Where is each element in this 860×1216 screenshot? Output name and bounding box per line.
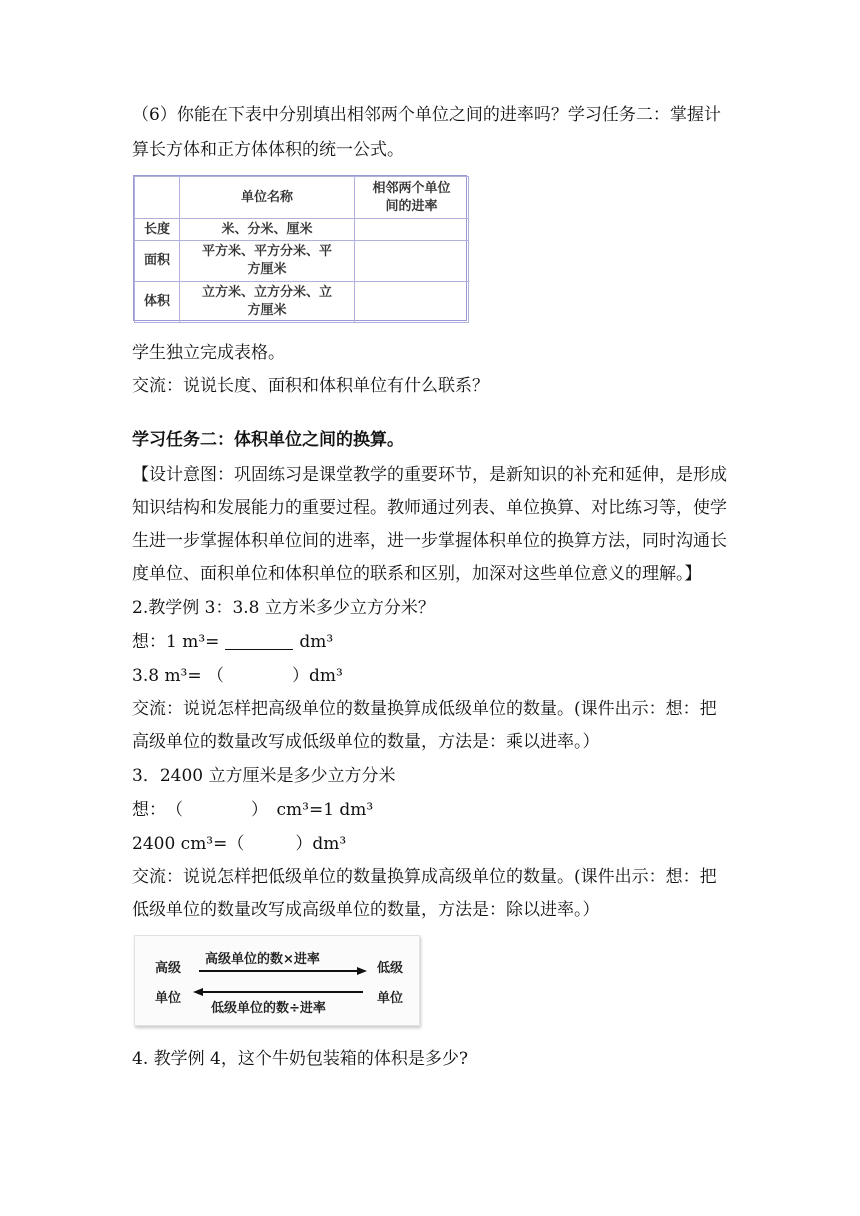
row-label-area: 面积 bbox=[135, 241, 180, 282]
table-header-rate: 相邻两个单位 间的进率 bbox=[355, 177, 469, 219]
diagram-bottom-label: 低级单位的数÷进率 bbox=[211, 1001, 326, 1016]
example3-exchange-1: 交流：说说怎样把高级单位的数量换算成低级单位的数量。(课件出示：想：把 bbox=[132, 699, 717, 719]
question3-exchange-2: 低级单位的数量改写成高级单位的数量，方法是：除以进率。） bbox=[132, 900, 600, 920]
question3-calc: 2400 cm³=（ ）dm³ bbox=[132, 834, 347, 854]
diagram-left-top: 高级 bbox=[155, 961, 182, 976]
example3-think-unit: dm³ bbox=[299, 632, 334, 652]
task2-heading: 学习任务二：体积单位之间的换算。 bbox=[132, 430, 404, 450]
question3-title: 3．2400 立方厘米是多少立方分米 bbox=[132, 766, 396, 786]
design-intent-line-3: 生进一步掌握体积单位间的进率，进一步掌握体积单位的换算方法，同时沟通长 bbox=[132, 531, 727, 551]
example3-calc: 3.8 m³= （ ）dm³ bbox=[132, 666, 343, 686]
exchange-text-1: 交流：说说长度、面积和体积单位有什么联系？ bbox=[132, 376, 489, 396]
arrow-right-icon bbox=[199, 967, 367, 975]
example3-think bbox=[132, 628, 732, 656]
answer-blank[interactable] bbox=[225, 631, 293, 650]
arrow-left-icon bbox=[193, 988, 363, 996]
design-intent-line-2: 知识结构和发展能力的重要过程。教师通过列表、单位换算、对比练习等，使学 bbox=[132, 498, 727, 518]
table-row bbox=[135, 219, 469, 241]
intro-line-2: 算长方体和正方体体积的统一公式。 bbox=[132, 140, 404, 160]
complete-table-text: 学生独立完成表格。 bbox=[132, 343, 285, 363]
example3-title: 2.教学例 3：3.8 立方米多少立方分米？ bbox=[132, 598, 435, 618]
row-label-volume: 体积 bbox=[135, 282, 180, 323]
table-header-unit-name: 单位名称 bbox=[180, 177, 355, 219]
design-intent-line-4: 度单位、面积单位和体积单位的联系和区别，加深对这些单位意义的理解。】 bbox=[132, 564, 702, 584]
table-header-blank bbox=[135, 177, 180, 219]
example3-exchange-2: 高级单位的数量改写成低级单位的数量，方法是：乘以进率。） bbox=[132, 732, 600, 752]
unit-rate-table bbox=[133, 175, 467, 321]
table-row bbox=[135, 282, 469, 323]
row-units-volume: 立方米、立方分米、立 方厘米 bbox=[180, 282, 355, 323]
row-label-length: 长度 bbox=[135, 219, 180, 241]
question3-think: 想： （ ） cm³=1 dm³ bbox=[132, 800, 374, 820]
diagram-right-top: 低级 bbox=[377, 961, 404, 976]
diagram-left-bottom: 单位 bbox=[155, 991, 182, 1006]
row-rate-volume bbox=[355, 282, 469, 323]
diagram-top-label: 高级单位的数×进率 bbox=[205, 952, 320, 967]
row-rate-length bbox=[355, 219, 469, 241]
example3-think-prefix: 想：1 m³= bbox=[132, 632, 220, 652]
diagram-arrows bbox=[135, 936, 421, 1027]
intro-line-1: （6）你能在下表中分别填出相邻两个单位之间的进率吗？学习任务二：掌握计 bbox=[132, 105, 721, 125]
table-row bbox=[135, 241, 469, 282]
row-rate-area bbox=[355, 241, 469, 282]
example4-title: 4. 教学例 4，这个牛奶包装箱的体积是多少? bbox=[132, 1049, 468, 1069]
unit-conversion-diagram bbox=[134, 935, 420, 1026]
design-intent-line-1: 【设计意图：巩固练习是课堂教学的重要环节，是新知识的补充和延伸，是形成 bbox=[132, 465, 727, 485]
row-units-length: 米、分米、厘米 bbox=[180, 219, 355, 241]
diagram-right-bottom: 单位 bbox=[377, 991, 404, 1006]
row-units-area: 平方米、平方分米、平 方厘米 bbox=[180, 241, 355, 282]
question3-exchange-1: 交流：说说怎样把低级单位的数量换算成高级单位的数量。(课件出示：想：把 bbox=[132, 867, 717, 887]
